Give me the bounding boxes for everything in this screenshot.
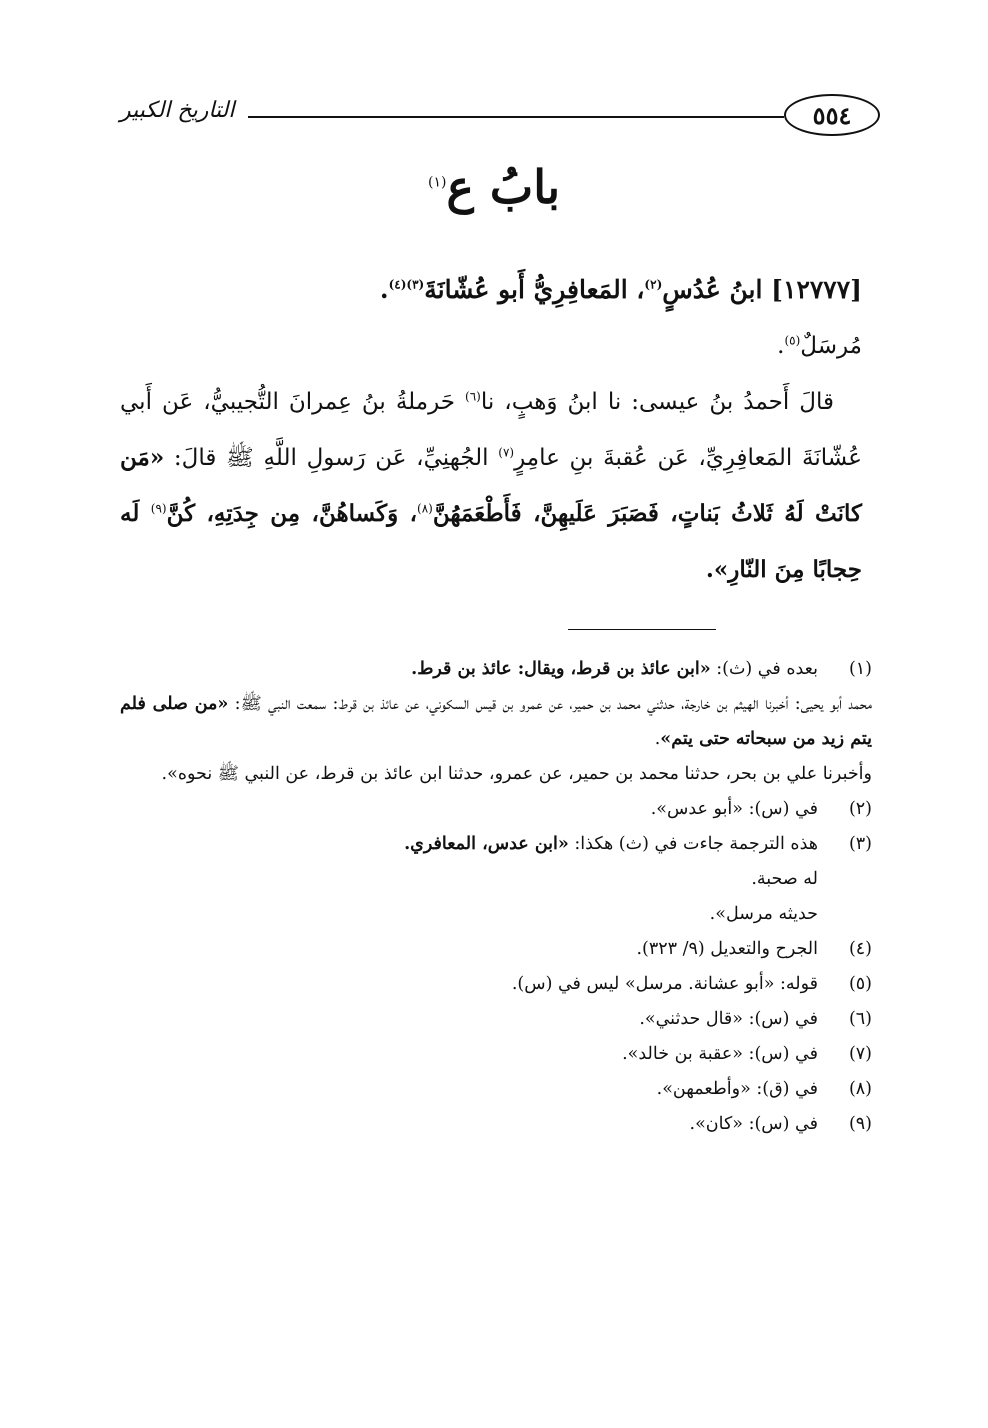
isnad-text: حَرملةُ بنُ عِمرانَ التُّجيبيُّ، عَن أَبي عُشّانَةَ المَعافِرِيِّ، عَن عُقبةَ بنِ عامِرٍ bbox=[120, 389, 862, 471]
chapter-heading bbox=[0, 160, 988, 214]
footnote-ref: (٣) bbox=[406, 277, 425, 292]
status-text: مُرسَلٌ bbox=[800, 333, 862, 359]
footnote-9 bbox=[120, 1107, 872, 1142]
footnote-ref: (٨) bbox=[417, 501, 433, 516]
footnote-number: (٩) bbox=[848, 1114, 872, 1134]
footnote-text: بعده في (ث): bbox=[710, 659, 818, 679]
page-number-badge bbox=[784, 94, 880, 136]
footnote-2 bbox=[120, 792, 872, 827]
footnote-ref: (٦) bbox=[465, 389, 481, 404]
chapter-title: بابُ ع bbox=[446, 160, 561, 214]
entry-name: ابنُ عُدُسٍ bbox=[662, 275, 763, 304]
footnote-ref: (٥) bbox=[784, 333, 801, 348]
footnotes bbox=[120, 652, 872, 1142]
hadith-paragraph bbox=[120, 374, 862, 598]
isnad-text: قالَ أَحمدُ بنُ عيسى: نا ابنُ وَهبٍ، نا bbox=[480, 389, 834, 415]
book-title: التاريخ الكبير bbox=[120, 98, 235, 123]
footnote-number: (٧) bbox=[848, 1044, 872, 1064]
footnote-3 bbox=[120, 827, 872, 932]
footnote-quote: «ابن عائذ بن قرط، ويقال: عائذ بن قرط. bbox=[411, 659, 711, 679]
footnote-text: في (ق): «وأطعمهن». bbox=[656, 1079, 818, 1099]
footnote-1 bbox=[120, 652, 872, 687]
entry-heading bbox=[120, 262, 862, 318]
footnote-ref: (٢) bbox=[644, 277, 663, 292]
footnote-text: قوله: «أبو عشانة. مرسل» ليس في (س). bbox=[511, 974, 818, 994]
entry-name-rest: ، المَعافِرِيُّ أَبو عُشّانَةَ bbox=[424, 275, 645, 304]
hadith-text: «مَن كانَتْ لَهُ ثَلاثُ بَناتٍ، فَصَبَرَ عَلَيهِنَّ، فَأَطْعَمَهُنَّ bbox=[120, 444, 862, 527]
footnote-quote: «ابن عدس، المعافري. bbox=[404, 834, 569, 854]
footnote-5 bbox=[120, 967, 872, 1002]
footnote-text: وأخبرنا علي بن بحر، حدثنا محمد بن حمير، عن عمرو، حدثنا ابن عائذ بن قرط، عن النبي ﷺ نحوه» bbox=[167, 764, 872, 784]
footnote-number: (٨) bbox=[848, 1079, 872, 1099]
isnad-text: الجُهنِيِّ، عَن رَسولِ اللَّهِ ﷺ قالَ: bbox=[164, 445, 499, 471]
footnote-quote: «من صلى فلم يتم زيد من سبحاته حتى يتم» bbox=[120, 694, 872, 749]
footnote-number: (٣) bbox=[848, 834, 872, 854]
footnote-number: (٤) bbox=[848, 939, 872, 959]
footnote-subline: حديثه مرسل». bbox=[709, 904, 818, 924]
footnote-8 bbox=[120, 1072, 872, 1107]
main-text bbox=[120, 262, 862, 598]
footnote-4 bbox=[120, 932, 872, 967]
footnote-7 bbox=[120, 1037, 872, 1072]
footnote-subline: له صحبة. bbox=[751, 869, 818, 889]
footnote-ref: (٩) bbox=[150, 501, 167, 516]
footnote-text: في (س): «كان». bbox=[689, 1114, 818, 1134]
footnote-ref: (٧) bbox=[498, 445, 515, 460]
footnote-ref: (٤) bbox=[388, 277, 407, 292]
footnote-6 bbox=[120, 1002, 872, 1037]
footnote-number: (٥) bbox=[848, 974, 872, 994]
page-header bbox=[120, 92, 880, 140]
footnote-number: (٢) bbox=[848, 799, 872, 819]
entry-status bbox=[120, 318, 862, 374]
header-rule bbox=[248, 116, 784, 118]
footnote-text: في (س): «أبو عدس» bbox=[656, 799, 818, 819]
footnote-text: . bbox=[654, 729, 661, 749]
footnote-ref: (١) bbox=[427, 174, 447, 191]
footnote-body bbox=[120, 652, 818, 687]
footnote-text: . bbox=[650, 799, 657, 819]
footnote-1-continuation bbox=[120, 687, 872, 757]
footnote-number: (٦) bbox=[848, 1009, 872, 1029]
hadith-text: ، وَكَساهُنَّ، مِن جِدَتِهِ، كُنَّ bbox=[166, 500, 418, 527]
footnote-text: . bbox=[161, 764, 168, 784]
footnote-text: الجرح والتعديل (٩/ ٣٢٣). bbox=[636, 939, 818, 959]
status-end: . bbox=[777, 333, 785, 359]
page-number: ٥٥٤ bbox=[812, 100, 852, 130]
footnote-1-continuation bbox=[120, 757, 872, 792]
footnote-number: (١) bbox=[848, 659, 872, 679]
footnote-text: في (س): «عقبة بن خالد». bbox=[622, 1044, 818, 1064]
entry-number: [١٢٧٧٧] bbox=[771, 275, 862, 304]
footnote-separator bbox=[568, 629, 716, 630]
footnote-text: محمد أبو يحيى: أخبرنا الهيثم بن خارجة، حدثني محمد بن حمير، عن عمرو بن قيس السكوني، عن عائذ بن قرط: سمعت النبي ﷺ: bbox=[228, 694, 872, 714]
hadith-text: لَه حِجابًا مِنَ النّارِ». bbox=[120, 500, 862, 583]
entry-end: . bbox=[379, 275, 389, 304]
footnote-text: هذه الترجمة جاءت في (ث) هكذا: bbox=[568, 834, 818, 854]
footnote-text: في (س): «قال حدثني». bbox=[639, 1009, 818, 1029]
